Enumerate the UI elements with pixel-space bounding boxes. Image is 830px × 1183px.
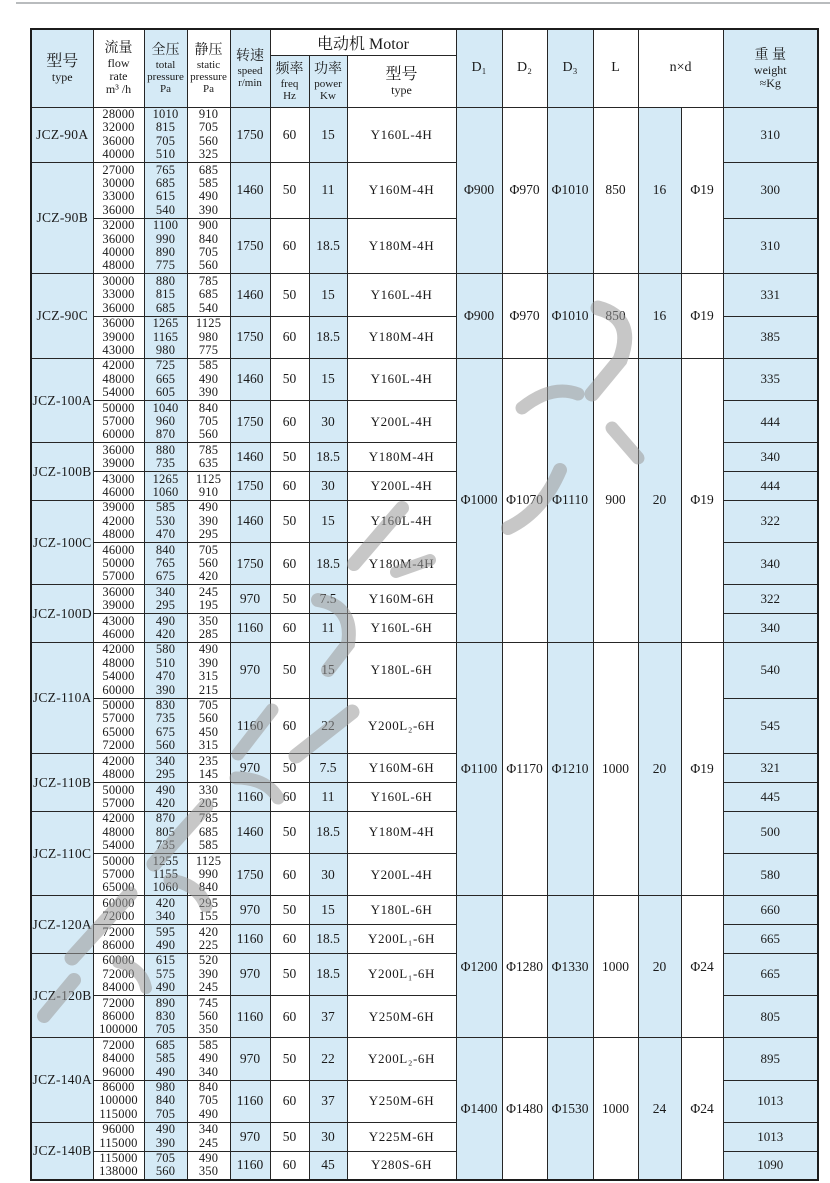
- total-pressure-cell: 595 490: [144, 925, 187, 954]
- freq-cell: 60: [270, 543, 309, 585]
- weight-cell: 340: [723, 443, 818, 472]
- motor-model-cell: Y160L-4H: [347, 500, 456, 542]
- table-header: [31, 29, 818, 107]
- speed-cell: 970: [230, 642, 270, 698]
- freq-cell: 50: [270, 358, 309, 400]
- d1-cell: Φ900: [456, 274, 502, 358]
- freq-cell: 50: [270, 754, 309, 783]
- total-pressure-cell: 1265 1165 980: [144, 316, 187, 358]
- motor-model-cell: Y250M-6H: [347, 996, 456, 1038]
- weight-cell: 340: [723, 614, 818, 643]
- flow-rate-cell: 43000 46000: [93, 614, 144, 643]
- total-pressure-cell: 585 530 470: [144, 500, 187, 542]
- flow-rate-cell: 43000 46000: [93, 472, 144, 501]
- power-cell: 22: [309, 1038, 347, 1080]
- power-cell: 15: [309, 274, 347, 316]
- static-pressure-cell: 295 155: [187, 896, 230, 925]
- spec-row: [31, 107, 818, 163]
- model-cell: JCZ-100B: [31, 443, 93, 501]
- static-pressure-cell: 685 585 490 390: [187, 163, 230, 219]
- weight-cell: 300: [723, 163, 818, 219]
- flow-rate-cell: 60000 72000 84000: [93, 953, 144, 995]
- model-cell: JCZ-110C: [31, 811, 93, 895]
- spec-row: [31, 1038, 818, 1080]
- model-cell: JCZ-120B: [31, 953, 93, 1037]
- col-header-motor-model: 型号 type: [347, 55, 456, 107]
- weight-cell: 580: [723, 854, 818, 896]
- power-cell: 30: [309, 401, 347, 443]
- freq-cell: 60: [270, 401, 309, 443]
- speed-cell: 1750: [230, 401, 270, 443]
- l-cell: 1000: [593, 642, 638, 895]
- total-pressure-cell: 685 585 490: [144, 1038, 187, 1080]
- freq-cell: 50: [270, 642, 309, 698]
- static-pressure-cell: 585 490 390: [187, 358, 230, 400]
- weight-cell: 331: [723, 274, 818, 316]
- power-cell: 22: [309, 698, 347, 754]
- fan-spec-table: [30, 28, 819, 1181]
- motor-model-cell: Y180M-4H: [347, 811, 456, 853]
- power-cell: 18.5: [309, 811, 347, 853]
- static-pressure-cell: 840 705 490: [187, 1080, 230, 1122]
- speed-cell: 1750: [230, 854, 270, 896]
- weight-cell: 805: [723, 996, 818, 1038]
- col-header-l: L: [593, 29, 638, 107]
- col-header-static-pressure: 静压 static pressure Pa: [187, 29, 230, 107]
- motor-model-cell: Y250M-6H: [347, 1080, 456, 1122]
- freq-cell: 50: [270, 896, 309, 925]
- power-cell: 18.5: [309, 543, 347, 585]
- weight-cell: 500: [723, 811, 818, 853]
- n-cell: 16: [638, 274, 681, 358]
- power-cell: 15: [309, 358, 347, 400]
- flow-rate-cell: 36000 39000: [93, 585, 144, 614]
- col-header-total-pressure: 全压 total pressure Pa: [144, 29, 187, 107]
- d3-cell: Φ1330: [547, 896, 593, 1038]
- freq-cell: 50: [270, 585, 309, 614]
- motor-model-cell: Y200L₁-6H: [347, 953, 456, 995]
- d1-cell: Φ1000: [456, 358, 502, 642]
- static-pressure-cell: 1125 910: [187, 472, 230, 501]
- speed-cell: 970: [230, 1038, 270, 1080]
- model-cell: JCZ-100A: [31, 358, 93, 442]
- flow-rate-cell: 72000 86000: [93, 925, 144, 954]
- n-cell: 20: [638, 896, 681, 1038]
- d1-cell: Φ900: [456, 107, 502, 274]
- l-cell: 900: [593, 358, 638, 642]
- static-pressure-cell: 245 195: [187, 585, 230, 614]
- speed-cell: 1460: [230, 811, 270, 853]
- l-cell: 850: [593, 107, 638, 274]
- d3-cell: Φ1530: [547, 1038, 593, 1181]
- static-pressure-cell: 785 635: [187, 443, 230, 472]
- weight-cell: 444: [723, 401, 818, 443]
- col-header-weight: 重 量 weight ≈Kg: [723, 29, 818, 107]
- flow-rate-cell: 50000 57000 65000 72000: [93, 698, 144, 754]
- weight-cell: 545: [723, 698, 818, 754]
- total-pressure-cell: 890 830 705: [144, 996, 187, 1038]
- static-pressure-cell: 420 225: [187, 925, 230, 954]
- d-cell: Φ24: [681, 1038, 723, 1181]
- d2-cell: Φ1070: [502, 358, 547, 642]
- l-cell: 850: [593, 274, 638, 358]
- freq-cell: 50: [270, 1122, 309, 1151]
- motor-model-cell: Y200L₂-6H: [347, 698, 456, 754]
- motor-model-cell: Y280S-6H: [347, 1151, 456, 1180]
- flow-rate-cell: 42000 48000 54000: [93, 358, 144, 400]
- n-cell: 24: [638, 1038, 681, 1181]
- power-cell: 30: [309, 854, 347, 896]
- motor-model-cell: Y200L-4H: [347, 401, 456, 443]
- model-cell: JCZ-110B: [31, 754, 93, 812]
- model-cell: JCZ-90B: [31, 163, 93, 274]
- model-cell: JCZ-100C: [31, 500, 93, 584]
- total-pressure-cell: 765 685 615 540: [144, 163, 187, 219]
- motor-model-cell: Y200L₂-6H: [347, 1038, 456, 1080]
- d-cell: Φ19: [681, 642, 723, 895]
- d2-cell: Φ970: [502, 274, 547, 358]
- static-pressure-cell: 1125 980 775: [187, 316, 230, 358]
- d2-cell: Φ1170: [502, 642, 547, 895]
- static-pressure-cell: 785 685 585: [187, 811, 230, 853]
- freq-cell: 60: [270, 854, 309, 896]
- speed-cell: 970: [230, 585, 270, 614]
- motor-model-cell: Y180M-4H: [347, 443, 456, 472]
- total-pressure-cell: 870 805 735: [144, 811, 187, 853]
- model-cell: JCZ-100D: [31, 585, 93, 643]
- power-cell: 15: [309, 896, 347, 925]
- speed-cell: 1160: [230, 614, 270, 643]
- speed-cell: 970: [230, 896, 270, 925]
- weight-cell: 1013: [723, 1122, 818, 1151]
- flow-rate-cell: 50000 57000: [93, 783, 144, 812]
- l-cell: 1000: [593, 896, 638, 1038]
- motor-model-cell: Y160L-6H: [347, 783, 456, 812]
- power-cell: 30: [309, 472, 347, 501]
- n-cell: 20: [638, 358, 681, 642]
- flow-rate-cell: 36000 39000: [93, 443, 144, 472]
- static-pressure-cell: 520 390 245: [187, 953, 230, 995]
- total-pressure-cell: 490 420: [144, 614, 187, 643]
- speed-cell: 1750: [230, 472, 270, 501]
- weight-cell: 385: [723, 316, 818, 358]
- power-cell: 11: [309, 783, 347, 812]
- static-pressure-cell: 490 350: [187, 1151, 230, 1180]
- d3-cell: Φ1110: [547, 358, 593, 642]
- motor-model-cell: Y160L-4H: [347, 358, 456, 400]
- model-cell: JCZ-120A: [31, 896, 93, 954]
- power-cell: 18.5: [309, 953, 347, 995]
- model-header-en: type: [51, 70, 73, 85]
- freq-cell: 60: [270, 316, 309, 358]
- flow-rate-cell: 42000 48000: [93, 754, 144, 783]
- freq-cell: 60: [270, 472, 309, 501]
- flow-rate-cell: 42000 48000 54000 60000: [93, 642, 144, 698]
- speed-cell: 1460: [230, 163, 270, 219]
- d-cell: Φ19: [681, 274, 723, 358]
- weight-cell: 322: [723, 500, 818, 542]
- weight-cell: 665: [723, 953, 818, 995]
- freq-cell: 50: [270, 443, 309, 472]
- total-pressure-cell: 830 735 675 560: [144, 698, 187, 754]
- static-pressure-cell: 490 390 315 215: [187, 642, 230, 698]
- speed-cell: 1750: [230, 316, 270, 358]
- model-cell: JCZ-140A: [31, 1038, 93, 1122]
- speed-cell: 1160: [230, 698, 270, 754]
- weight-cell: 895: [723, 1038, 818, 1080]
- flow-rate-cell: 72000 84000 96000: [93, 1038, 144, 1080]
- motor-model-cell: Y180M-4H: [347, 316, 456, 358]
- motor-model-cell: Y160M-6H: [347, 754, 456, 783]
- flow-rate-cell: 30000 33000 36000: [93, 274, 144, 316]
- power-cell: 18.5: [309, 218, 347, 274]
- col-header-d2: D₂: [502, 29, 547, 107]
- static-pressure-cell: 840 705 560: [187, 401, 230, 443]
- power-cell: 15: [309, 500, 347, 542]
- power-cell: 37: [309, 1080, 347, 1122]
- d3-cell: Φ1010: [547, 274, 593, 358]
- total-pressure-cell: 1265 1060: [144, 472, 187, 501]
- d2-cell: Φ1280: [502, 896, 547, 1038]
- speed-cell: 1160: [230, 1080, 270, 1122]
- freq-cell: 60: [270, 698, 309, 754]
- weight-cell: 660: [723, 896, 818, 925]
- freq-cell: 50: [270, 1038, 309, 1080]
- freq-cell: 60: [270, 107, 309, 163]
- col-header-freq: 频率 freq Hz: [270, 55, 309, 107]
- power-cell: 18.5: [309, 316, 347, 358]
- total-pressure-cell: 705 560: [144, 1151, 187, 1180]
- col-header-motor-group: 电动机 Motor: [270, 29, 456, 55]
- motor-model-cell: Y180M-4H: [347, 218, 456, 274]
- motor-model-cell: Y200L-4H: [347, 854, 456, 896]
- flow-rate-cell: 96000 115000: [93, 1122, 144, 1151]
- static-pressure-cell: 330 205: [187, 783, 230, 812]
- speed-cell: 1750: [230, 107, 270, 163]
- static-pressure-cell: 1125 990 840: [187, 854, 230, 896]
- d-cell: Φ19: [681, 107, 723, 274]
- static-pressure-cell: 745 560 350: [187, 996, 230, 1038]
- static-pressure-cell: 350 285: [187, 614, 230, 643]
- motor-model-cell: Y160L-4H: [347, 274, 456, 316]
- freq-cell: 60: [270, 1080, 309, 1122]
- d1-cell: Φ1200: [456, 896, 502, 1038]
- total-pressure-cell: 1010 815 705 510: [144, 107, 187, 163]
- d-cell: Φ19: [681, 358, 723, 642]
- weight-cell: 665: [723, 925, 818, 954]
- static-pressure-cell: 585 490 340: [187, 1038, 230, 1080]
- d3-cell: Φ1210: [547, 642, 593, 895]
- table-body: [31, 107, 818, 1180]
- flow-rate-cell: 39000 42000 48000: [93, 500, 144, 542]
- motor-model-cell: Y160M-4H: [347, 163, 456, 219]
- freq-cell: 60: [270, 925, 309, 954]
- speed-cell: 1160: [230, 1151, 270, 1180]
- speed-cell: 970: [230, 1122, 270, 1151]
- static-pressure-cell: 910 705 560 325: [187, 107, 230, 163]
- speed-cell: 1460: [230, 500, 270, 542]
- power-cell: 37: [309, 996, 347, 1038]
- static-pressure-cell: 235 145: [187, 754, 230, 783]
- power-cell: 7.5: [309, 585, 347, 614]
- weight-cell: 322: [723, 585, 818, 614]
- model-cell: JCZ-110A: [31, 642, 93, 753]
- col-header-nxd: n×d: [638, 29, 723, 107]
- d3-cell: Φ1010: [547, 107, 593, 274]
- weight-cell: 335: [723, 358, 818, 400]
- model-cell: JCZ-90C: [31, 274, 93, 358]
- spec-row: [31, 358, 818, 400]
- total-pressure-cell: 1040 960 870: [144, 401, 187, 443]
- motor-model-cell: Y180M-4H: [347, 543, 456, 585]
- model-cell: JCZ-90A: [31, 107, 93, 163]
- flow-rate-cell: 36000 39000 43000: [93, 316, 144, 358]
- d-cell: Φ24: [681, 896, 723, 1038]
- total-pressure-cell: 490 390: [144, 1122, 187, 1151]
- weight-cell: 321: [723, 754, 818, 783]
- static-pressure-cell: 705 560 450 315: [187, 698, 230, 754]
- total-pressure-cell: 1255 1155 1060: [144, 854, 187, 896]
- speed-cell: 1460: [230, 443, 270, 472]
- total-pressure-cell: 880 735: [144, 443, 187, 472]
- flow-rate-cell: 32000 36000 40000 48000: [93, 218, 144, 274]
- static-pressure-cell: 900 840 705 560: [187, 218, 230, 274]
- freq-cell: 50: [270, 274, 309, 316]
- flow-rate-cell: 50000 57000 65000: [93, 854, 144, 896]
- d1-cell: Φ1100: [456, 642, 502, 895]
- weight-cell: 444: [723, 472, 818, 501]
- static-pressure-cell: 340 245: [187, 1122, 230, 1151]
- weight-cell: 310: [723, 218, 818, 274]
- flow-rate-cell: 46000 50000 57000: [93, 543, 144, 585]
- model-header-zh: 型号: [46, 53, 79, 71]
- flow-rate-cell: 50000 57000 60000: [93, 401, 144, 443]
- speed-cell: 1160: [230, 996, 270, 1038]
- d2-cell: Φ1480: [502, 1038, 547, 1181]
- total-pressure-cell: 880 815 685: [144, 274, 187, 316]
- col-header-d1: D₁: [456, 29, 502, 107]
- col-header-power: 功率 power Kw: [309, 55, 347, 107]
- speed-cell: 1160: [230, 925, 270, 954]
- total-pressure-cell: 580 510 470 390: [144, 642, 187, 698]
- speed-cell: 970: [230, 754, 270, 783]
- freq-cell: 50: [270, 163, 309, 219]
- total-pressure-cell: 840 765 675: [144, 543, 187, 585]
- flow-rate-cell: 28000 32000 36000 40000: [93, 107, 144, 163]
- static-pressure-cell: 490 390 295: [187, 500, 230, 542]
- speed-cell: 1750: [230, 218, 270, 274]
- motor-model-cell: Y180L-6H: [347, 642, 456, 698]
- total-pressure-cell: 1100 990 890 775: [144, 218, 187, 274]
- model-cell: JCZ-140B: [31, 1122, 93, 1180]
- power-cell: 15: [309, 107, 347, 163]
- n-cell: 20: [638, 642, 681, 895]
- freq-cell: 50: [270, 500, 309, 542]
- n-cell: 16: [638, 107, 681, 274]
- flow-rate-cell: 86000 100000 115000: [93, 1080, 144, 1122]
- total-pressure-cell: 340 295: [144, 754, 187, 783]
- total-pressure-cell: 615 575 490: [144, 953, 187, 995]
- total-pressure-cell: 725 665 605: [144, 358, 187, 400]
- weight-cell: 310: [723, 107, 818, 163]
- col-header-model: [31, 29, 93, 107]
- weight-cell: 540: [723, 642, 818, 698]
- flow-rate-cell: 42000 48000 54000: [93, 811, 144, 853]
- freq-cell: 60: [270, 783, 309, 812]
- motor-model-cell: Y180L-6H: [347, 896, 456, 925]
- freq-cell: 60: [270, 996, 309, 1038]
- power-cell: 11: [309, 163, 347, 219]
- motor-model-cell: Y160M-6H: [347, 585, 456, 614]
- speed-cell: 1750: [230, 543, 270, 585]
- speed-cell: 1160: [230, 783, 270, 812]
- flow-rate-cell: 72000 86000 100000: [93, 996, 144, 1038]
- speed-cell: 1460: [230, 358, 270, 400]
- power-cell: 7.5: [309, 754, 347, 783]
- freq-cell: 50: [270, 953, 309, 995]
- flow-rate-cell: 60000 72000: [93, 896, 144, 925]
- total-pressure-cell: 980 840 705: [144, 1080, 187, 1122]
- power-cell: 18.5: [309, 443, 347, 472]
- spec-row: [31, 896, 818, 925]
- motor-model-cell: Y225M-6H: [347, 1122, 456, 1151]
- freq-cell: 60: [270, 218, 309, 274]
- col-header-flow: 流量 flow rate m³ /h: [93, 29, 144, 107]
- speed-cell: 1460: [230, 274, 270, 316]
- motor-model-cell: Y200L₁-6H: [347, 925, 456, 954]
- power-cell: 11: [309, 614, 347, 643]
- page-top-rule: [16, 2, 830, 4]
- motor-model-cell: Y160L-6H: [347, 614, 456, 643]
- d1-cell: Φ1400: [456, 1038, 502, 1181]
- total-pressure-cell: 420 340: [144, 896, 187, 925]
- power-cell: 30: [309, 1122, 347, 1151]
- total-pressure-cell: 340 295: [144, 585, 187, 614]
- power-cell: 18.5: [309, 925, 347, 954]
- freq-cell: 60: [270, 1151, 309, 1180]
- weight-cell: 445: [723, 783, 818, 812]
- flow-rate-cell: 27000 30000 33000 36000: [93, 163, 144, 219]
- freq-cell: 50: [270, 811, 309, 853]
- weight-cell: 340: [723, 543, 818, 585]
- static-pressure-cell: 705 560 420: [187, 543, 230, 585]
- weight-cell: 1013: [723, 1080, 818, 1122]
- total-pressure-cell: 490 420: [144, 783, 187, 812]
- col-header-speed: 转速 speed r/min: [230, 29, 270, 107]
- motor-model-cell: Y200L-4H: [347, 472, 456, 501]
- l-cell: 1000: [593, 1038, 638, 1181]
- motor-model-cell: Y160L-4H: [347, 107, 456, 163]
- d2-cell: Φ970: [502, 107, 547, 274]
- speed-cell: 970: [230, 953, 270, 995]
- power-cell: 45: [309, 1151, 347, 1180]
- spec-row: [31, 274, 818, 316]
- spec-row: [31, 642, 818, 698]
- weight-cell: 1090: [723, 1151, 818, 1180]
- static-pressure-cell: 785 685 540: [187, 274, 230, 316]
- flow-rate-cell: 115000 138000: [93, 1151, 144, 1180]
- col-header-d3: D₃: [547, 29, 593, 107]
- power-cell: 15: [309, 642, 347, 698]
- freq-cell: 60: [270, 614, 309, 643]
